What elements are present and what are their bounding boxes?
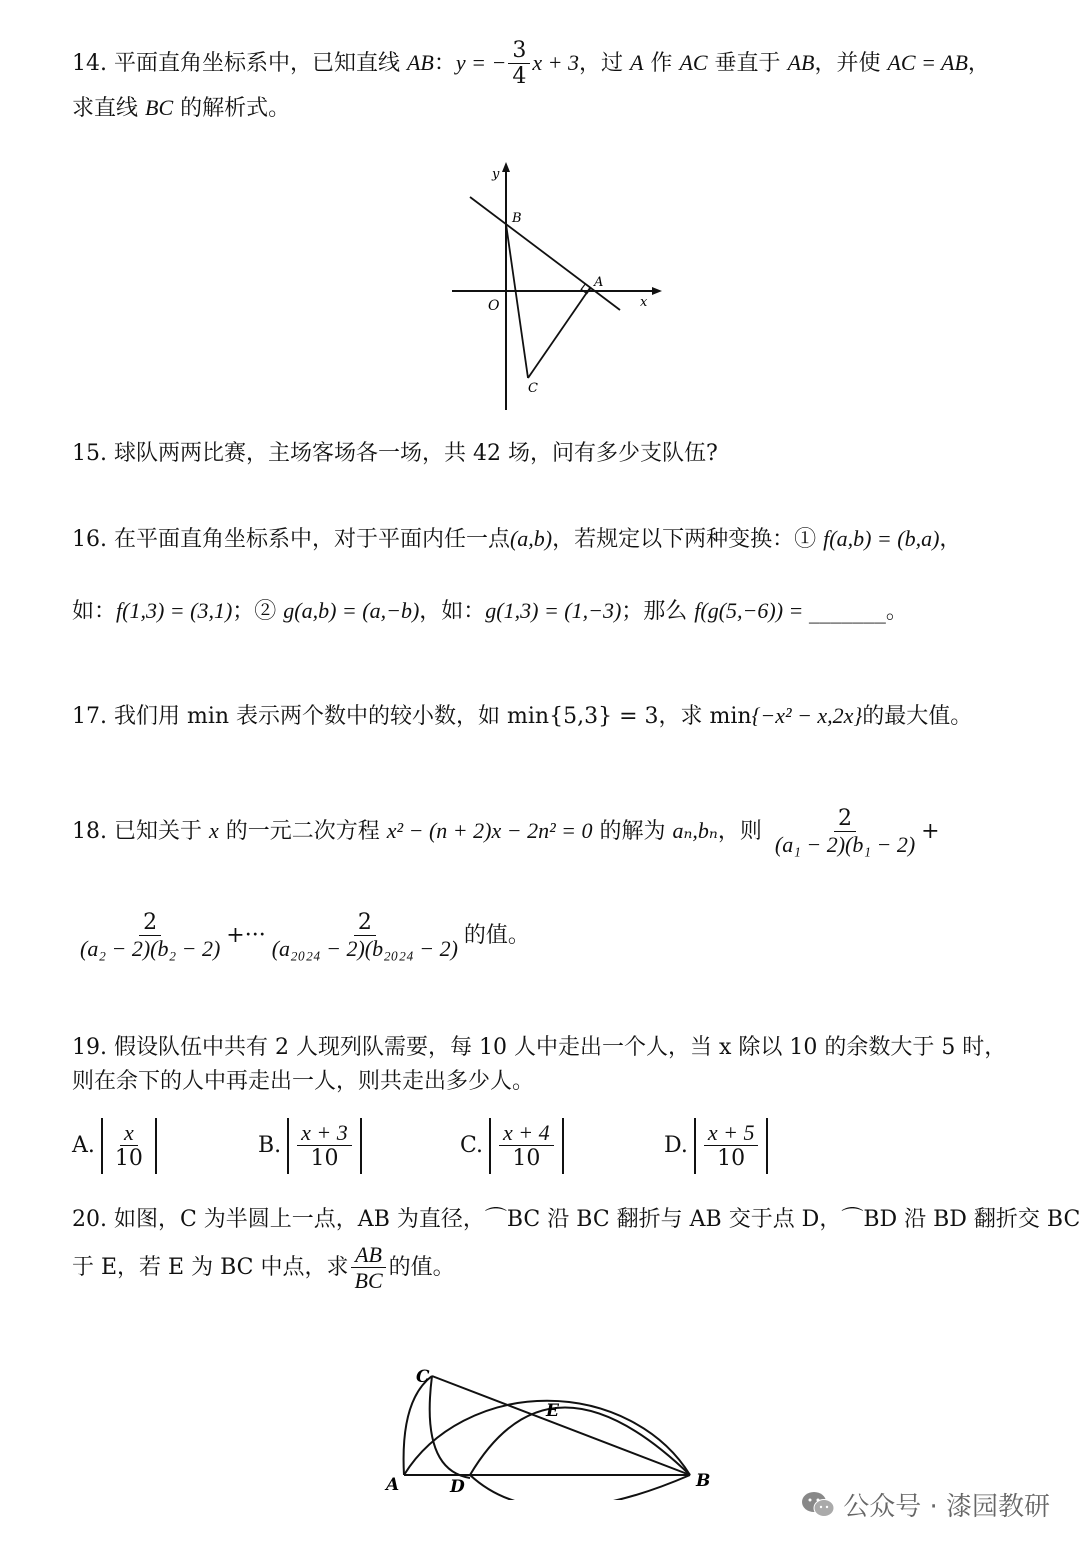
answer-blank[interactable]: _______ (808, 599, 886, 624)
q14-coordinate-figure (440, 160, 670, 420)
label-b: B (696, 1471, 711, 1491)
chord-bc (432, 1376, 690, 1475)
q19-line1: 19. 假设队伍中共有 2 人现列队需要，每 10 人中走出一个人，当 x 除以 10 的余数大于 5 时， (72, 1035, 1007, 1060)
folded-arc-db-upper (470, 1408, 690, 1476)
q16-line1: 16. 在平面直角坐标系中，对于平面内任一点(a,b)，若规定以下两种变换：① f(a,b) = (b,a)， (72, 526, 962, 552)
floor-bracket: $\frac{x + 5}{10}$ (694, 1118, 769, 1174)
label-a: A (594, 275, 604, 290)
x-axis-arrow (652, 287, 662, 295)
q20-line2: 于 E，若 E 为 BC 中点，求 $\frac{AB}{BC}$ 的值。 (72, 1242, 455, 1294)
folded-arc-db-lower (470, 1475, 690, 1500)
q19-option-d[interactable]: D. $\frac{x + 5}{10}$ (664, 1118, 768, 1174)
q18-fraction-2: $\frac{2}{\text{(a₂ − 2)(b₂ − 2)}}$ (80, 910, 221, 962)
floor-bracket: $\frac{x + 3}{10}$ (287, 1118, 362, 1174)
q18-line2: $\frac{2}{\text{(a₂ − 2)(b₂ − 2)}}$ +··· $\frac{2}{\text{(a₂₀₂₄ − 2)(b₂₀₂₄ − 2)}}$ 的值。 (74, 910, 530, 962)
label-c: C (416, 1367, 430, 1387)
label-d: D (450, 1477, 465, 1497)
segment-ac (528, 288, 590, 378)
label-x: x (640, 295, 648, 310)
q14-line1: 14. 平面直角坐标系中，已知直线 AB：y = − $\frac{3}{4}$ x + 3，过 A 作 AC 垂直于 AB，并使 AC = AB， (72, 38, 990, 90)
q18-fraction-3: $\frac{2}{\text{(a₂₀₂₄ − 2)(b₂₀₂₄ − 2)}}$ (271, 910, 458, 962)
q20-line1: 20. 如图，C 为半圆上一点，AB 为直径，⌒BC 沿 BC 翻折与 AB 交于点 D，⌒BD 沿 BD 翻折交 BC (72, 1207, 1080, 1232)
line-ab (470, 197, 620, 310)
segment-bc (506, 224, 528, 378)
q16-line2: 如：f(1,3) = (3,1)；② g(a,b) = (a,−b)，如：g(1,3) = (1,−3)；那么 f(g(5,−6)) = _______。 (72, 598, 908, 624)
q14-fraction: $\frac{3}{4}$ (508, 38, 530, 90)
q15-text: 15. 球队两两比赛，主场客场各一场，共 42 场，问有多少支队伍? (72, 441, 718, 466)
arc-a-c (404, 1376, 432, 1475)
q19-option-b[interactable]: B. $\frac{x + 3}{10}$ (258, 1118, 362, 1174)
wechat-icon (801, 1491, 835, 1519)
watermark (801, 1486, 1050, 1523)
q19-option-a[interactable]: A. $\frac{x}{10}$ (72, 1118, 157, 1174)
label-b: B (512, 211, 522, 226)
folded-arc-cd (430, 1376, 470, 1478)
floor-bracket: $\frac{x}{10}$ (101, 1118, 157, 1174)
floor-bracket: $\frac{x + 4}{10}$ (489, 1118, 564, 1174)
q19-line2: 则在余下的人中再走出一人，则共走出多少人。 (72, 1069, 535, 1094)
q18-line1: 18. 已知关于 x 的一元二次方程 x² − (n + 2)x − 2n² = 0 的解为 aₙ,bₙ，则 $\frac{2}{\text{(a₁ − 2)(b₁ − 2)}}$ + (72, 806, 940, 858)
q19-option-c[interactable]: C. $\frac{x + 4}{10}$ (460, 1118, 564, 1174)
q20-semicircle-figure (380, 1320, 720, 1500)
label-o: O (488, 298, 500, 314)
watermark-text: 公众号 · 漆园教研 (843, 1492, 1050, 1522)
label-y: y (492, 167, 500, 182)
q14-line2: 求直线 BC 的解析式。 (72, 95, 291, 121)
q17-text: 17. 我们用 min 表示两个数中的较小数，如 min{5,3} = 3，求 min{−x² − x,2x}的最大值。 (72, 703, 973, 729)
label-e: E (546, 1401, 559, 1421)
label-a: A (386, 1475, 400, 1495)
label-c: C (528, 381, 538, 396)
q20-fraction: $\frac{AB}{BC}$ (351, 1242, 387, 1294)
q18-fraction-1: $\frac{2}{\text{(a₁ − 2)(b₁ − 2)}}$ (774, 806, 916, 858)
y-axis-arrow (502, 162, 510, 172)
